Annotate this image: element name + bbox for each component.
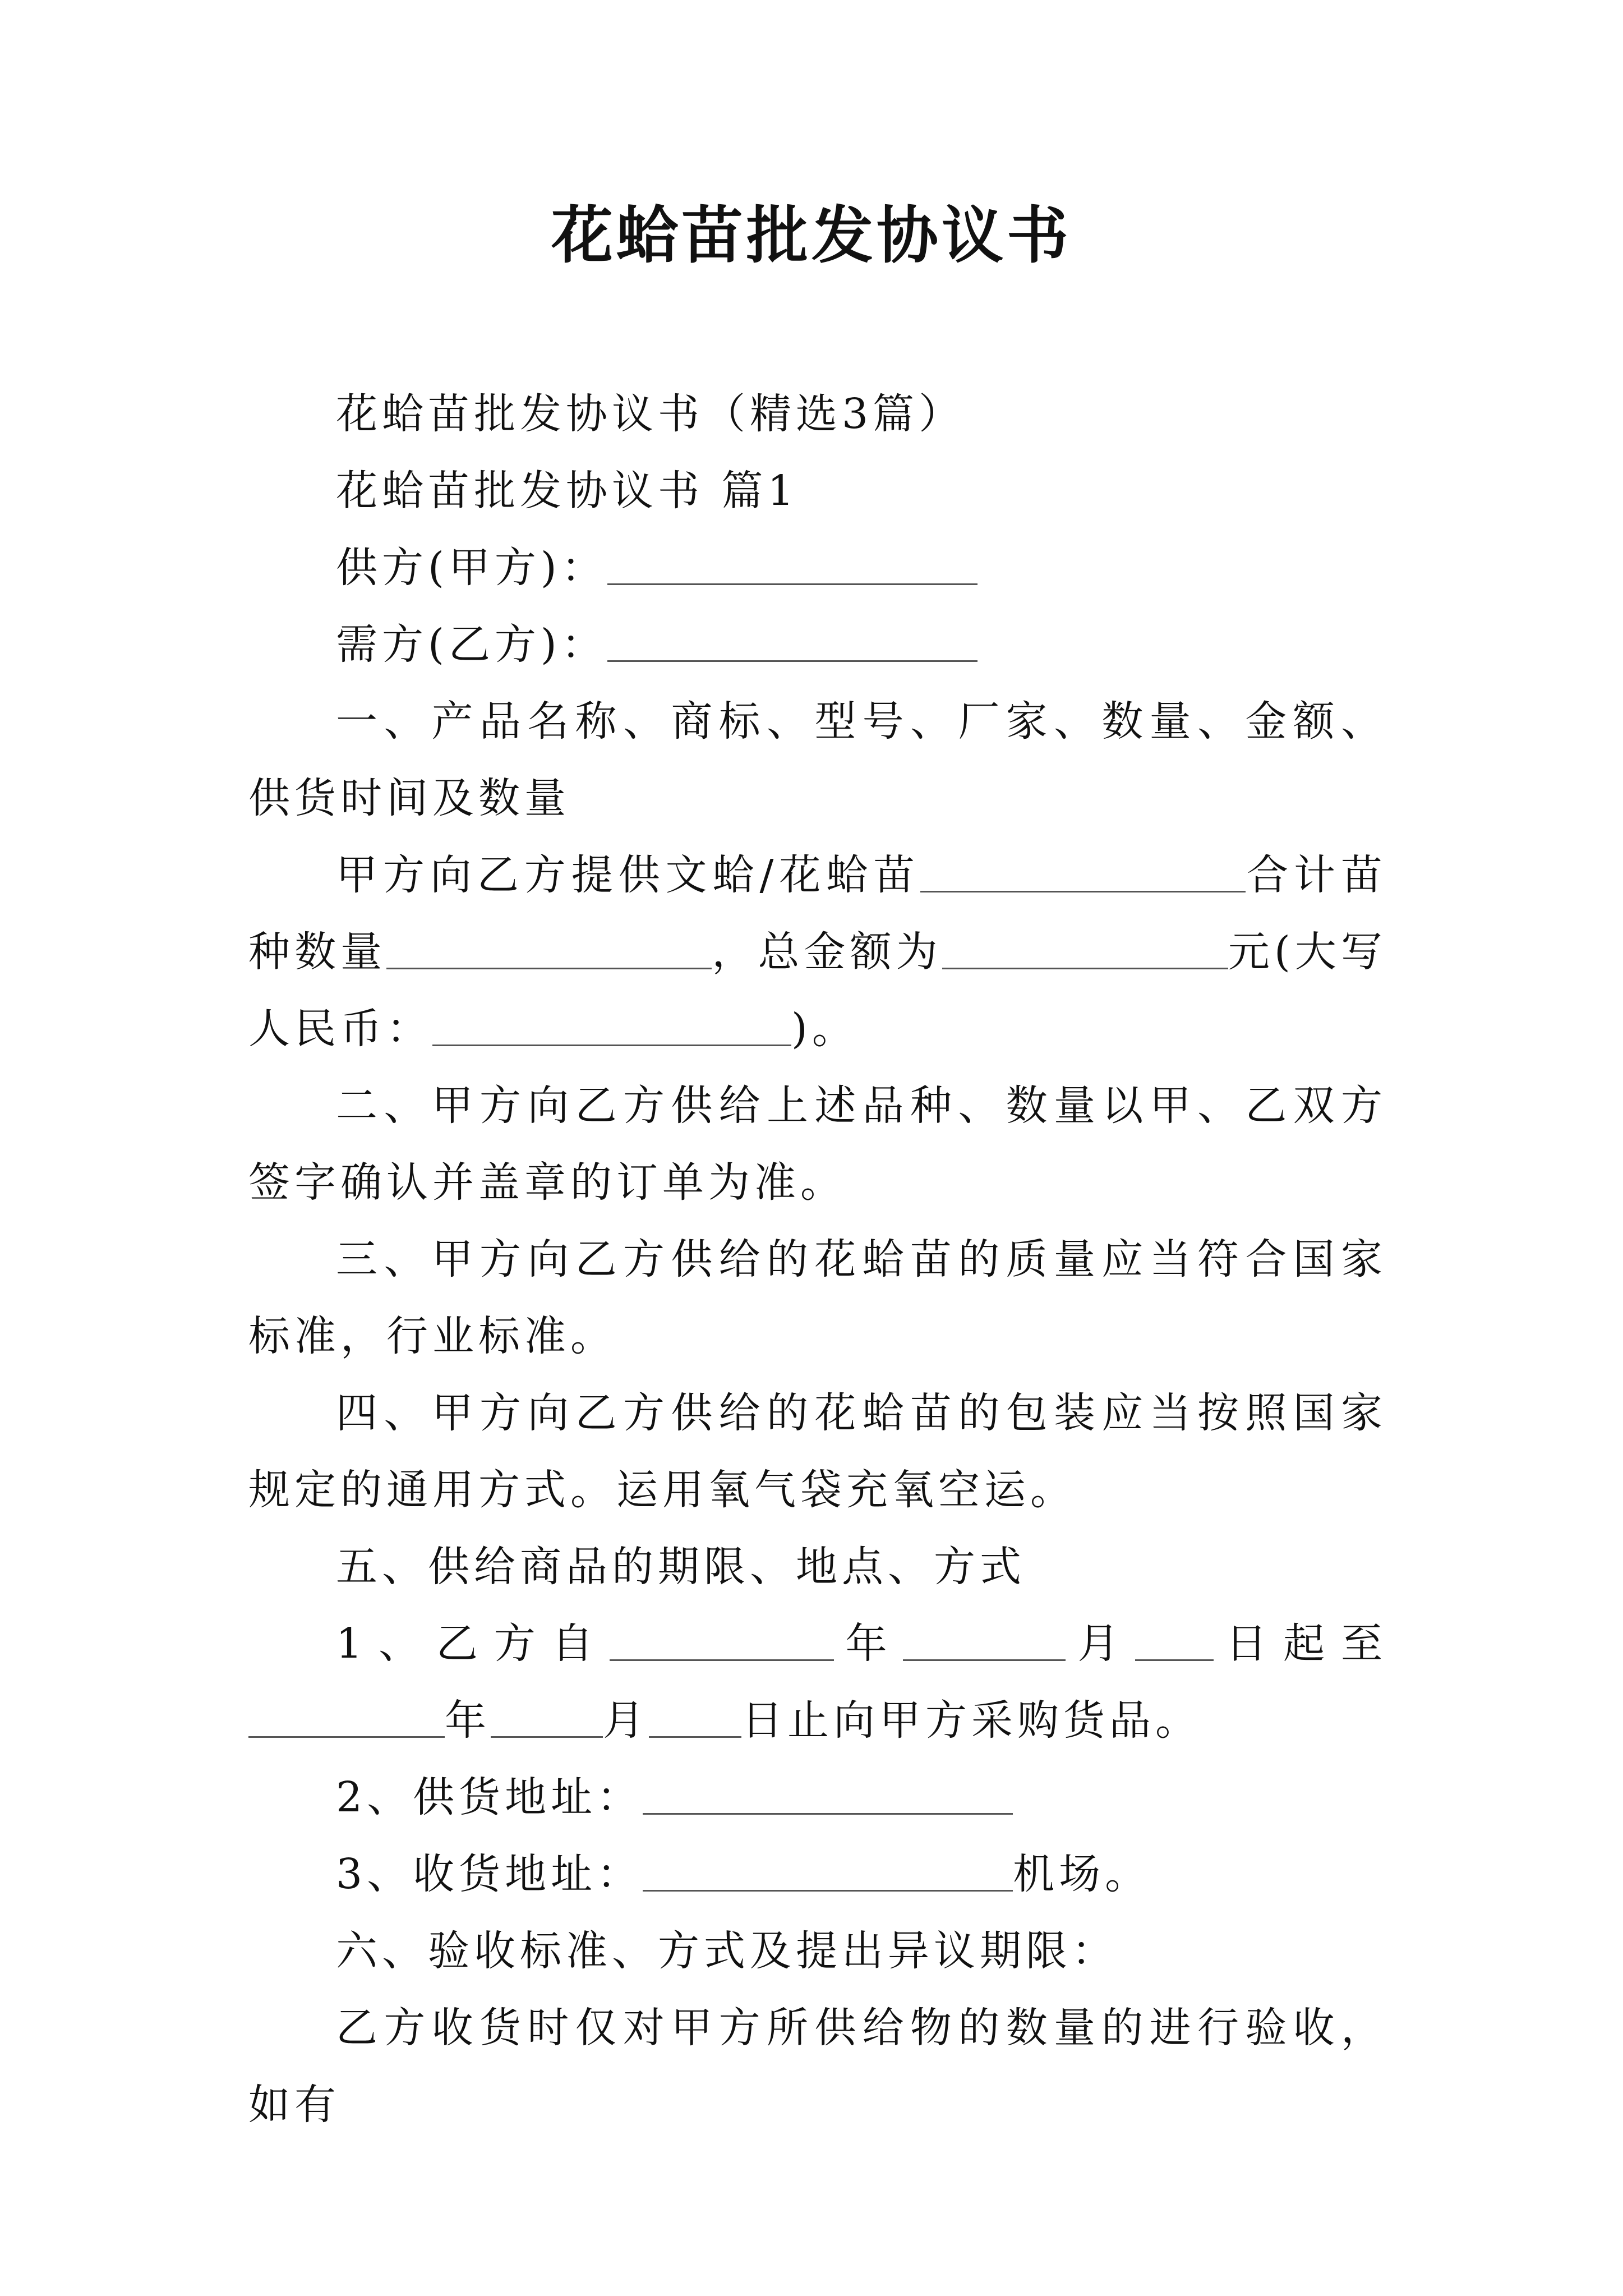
clause-5-1-part-1: 1、乙方自	[336, 1619, 610, 1668]
end-year-blank	[248, 1701, 445, 1738]
seed-type-blank	[920, 856, 1246, 892]
clause-5-1-part-2: 年	[833, 1619, 903, 1668]
receive-address-blank	[643, 1855, 1013, 1892]
clause-1-part-4: 元(大写人民币：	[248, 928, 1387, 1053]
clause-5-1-part-6: 月	[603, 1696, 649, 1745]
clause-5-1-part-3: 月	[1066, 1619, 1136, 1668]
clause-2: 二、甲方向乙方供给上述品种、数量以甲、乙双方签字确认并盖章的订单为准。	[248, 1082, 1387, 1207]
end-month-blank	[491, 1701, 603, 1738]
subtitle: 花蛤苗批发协议书（精选3篇）	[336, 390, 965, 438]
end-day-blank	[649, 1701, 741, 1738]
party-a-label: 供方(甲方)：	[336, 544, 607, 592]
clause-1-part-1: 甲方向乙方提供文蛤/花蛤苗	[336, 851, 921, 899]
clause-1-part-2: 合计苗种数量	[248, 851, 1387, 976]
clause-6-heading: 六、验收标准、方式及提出异议期限：	[336, 1927, 1118, 1975]
clause-3: 三、甲方向乙方供给的花蛤苗的质量应当符合国家标准，行业标准。	[248, 1235, 1387, 1360]
document-body	[248, 376, 1387, 2143]
supply-address-label: 2、供货地址：	[336, 1773, 643, 1821]
party-a-blank	[607, 549, 978, 585]
clause-5-1-part-5: 年	[445, 1696, 491, 1745]
clause-4: 四、甲方向乙方供给的花蛤苗的包装应当按照国家规定的通用方式。运用氧气袋充氧空运。	[248, 1389, 1387, 1514]
amount-blank	[942, 933, 1228, 969]
clause-5-2	[248, 1759, 1387, 1836]
start-day-blank	[1135, 1625, 1214, 1661]
clause-5-3	[248, 1836, 1387, 1913]
party-b-line	[248, 606, 1387, 683]
section-heading: 花蛤苗批发协议书 篇1	[336, 467, 799, 515]
start-month-blank	[903, 1625, 1066, 1661]
party-b-label: 需方(乙方)：	[336, 620, 607, 669]
clause-1-part-5: )。	[791, 1005, 858, 1053]
quantity-blank	[386, 933, 712, 969]
clause-5-heading: 五、供给商品的期限、地点、方式	[336, 1543, 1026, 1591]
clause-1-heading: 一、产品名称、商标、型号、厂家、数量、金额、供货时间及数量	[248, 697, 1387, 822]
amount-uppercase-blank	[432, 1010, 791, 1046]
clause-1-part-3: ，总金额为	[712, 928, 942, 976]
receive-address-label: 3、收货地址：	[336, 1850, 643, 1898]
clause-5-1-part-4: 日起至	[1214, 1619, 1387, 1668]
party-b-blank	[607, 625, 978, 662]
clause-6-text: 乙方收货时仅对甲方所供给物的数量的进行验收，如有	[248, 2004, 1387, 2129]
clause-1-text	[248, 837, 1387, 1068]
receive-address-suffix: 机场。	[1013, 1850, 1151, 1898]
clause-5-1	[248, 1605, 1387, 1759]
start-year-blank	[610, 1625, 834, 1661]
supply-address-blank	[643, 1778, 1013, 1815]
document-title: 花蛤苗批发协议书	[551, 199, 1072, 272]
party-a-line	[248, 530, 1387, 606]
clause-5-1-part-7: 日止向甲方采购货品。	[741, 1696, 1201, 1745]
